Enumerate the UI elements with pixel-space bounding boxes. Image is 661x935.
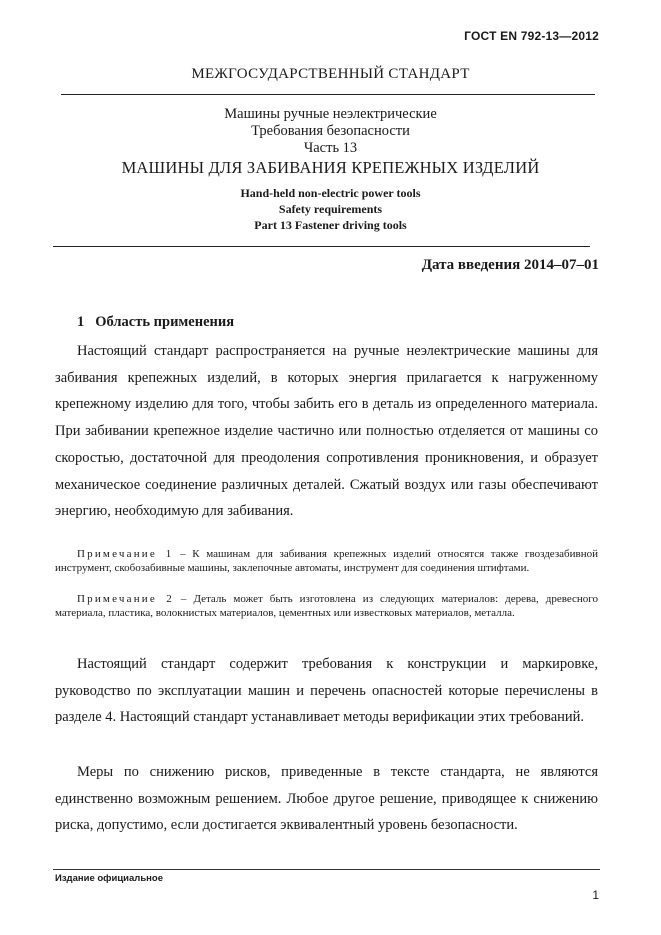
footer-divider [53, 869, 600, 870]
edition-label: Издание официальное [55, 873, 163, 884]
title-en-line-2: Safety requirements [278, 202, 383, 216]
note-2 [55, 592, 598, 620]
section-number: 1 [77, 314, 85, 330]
section-title: Область применения [95, 314, 235, 330]
body-paragraph-1 [55, 338, 598, 525]
body-paragraph-3 [55, 759, 598, 839]
section-heading [77, 314, 234, 331]
title-en-line-1: Hand-held non-electric power tools [240, 186, 421, 200]
effective-date: Дата введения 2014–07–01 [421, 257, 599, 273]
note-1-body: – К машинам для забивания крепежных изделий относятся также гвоздезабивной инструмент, скобозабивные машины, заклепочные автоматы, инструмент для соединения штифтами. [55, 548, 599, 574]
paragraph-text: Меры по снижению рисков, приведенные в тексте стандарта, не являются единственно возможным решением. Любое другое решение, приводящее к снижению риска, допустимо, если достигается эквивалентный уровень безопасности. [55, 764, 598, 834]
title-block [0, 106, 661, 233]
title-divider [53, 246, 590, 247]
note-2-body: – Деталь может быть изготовлена из следующих материалов: дерева, древесного материала, пластика, волокнистых материалов, цементных или известковых материалов, металла. [55, 593, 599, 619]
note-2-text [55, 592, 598, 620]
note-2-label: Примечание 2 [77, 593, 174, 605]
note-1-label: Примечание 1 [77, 548, 174, 560]
title-line-4: МАШИНЫ ДЛЯ ЗАБИВАНИЯ КРЕПЕЖНЫХ ИЗДЕЛИЙ [121, 158, 540, 177]
title-en-line-3: Part 13 Fastener driving tools [254, 218, 407, 232]
title-line-1: Машины ручные неэлектрические [224, 106, 437, 122]
page-number: 1 [592, 888, 599, 902]
paragraph-text: Настоящий стандарт распространяется на ручные неэлектрические машины для забивания крепежных изделий, в которых энергия прилагается к нагруженному крепежному изделию для того, чтобы забить его в деталь из определенного материала. При забивании крепежное изделие частично или полностью отделяется от машины со скоростью, достаточной для преодоления сопротивления проникновения, и образует механическое соединение различных деталей. Сжатый воздух или газы обеспечивают энергию, необходимую для забивания. [55, 343, 598, 520]
paragraph-text: Настоящий стандарт содержит требования к конструкции и маркировке, руководство по эксплуатации машин и перечень опасностей которые перечислены в разделе 4. Настоящий стандарт устанавливает методы верификации этих требований. [55, 656, 598, 726]
header-divider [61, 94, 595, 95]
title-line-3: Часть 13 [303, 140, 358, 156]
standard-type-heading: МЕЖГОСУДАРСТВЕННЫЙ СТАНДАРТ [191, 66, 470, 82]
note-1-text [55, 547, 598, 575]
title-line-2: Требования безопасности [251, 123, 410, 139]
standard-code: ГОСТ EN 792-13—2012 [464, 29, 599, 43]
note-1 [55, 547, 598, 575]
body-paragraph-2 [55, 651, 598, 731]
